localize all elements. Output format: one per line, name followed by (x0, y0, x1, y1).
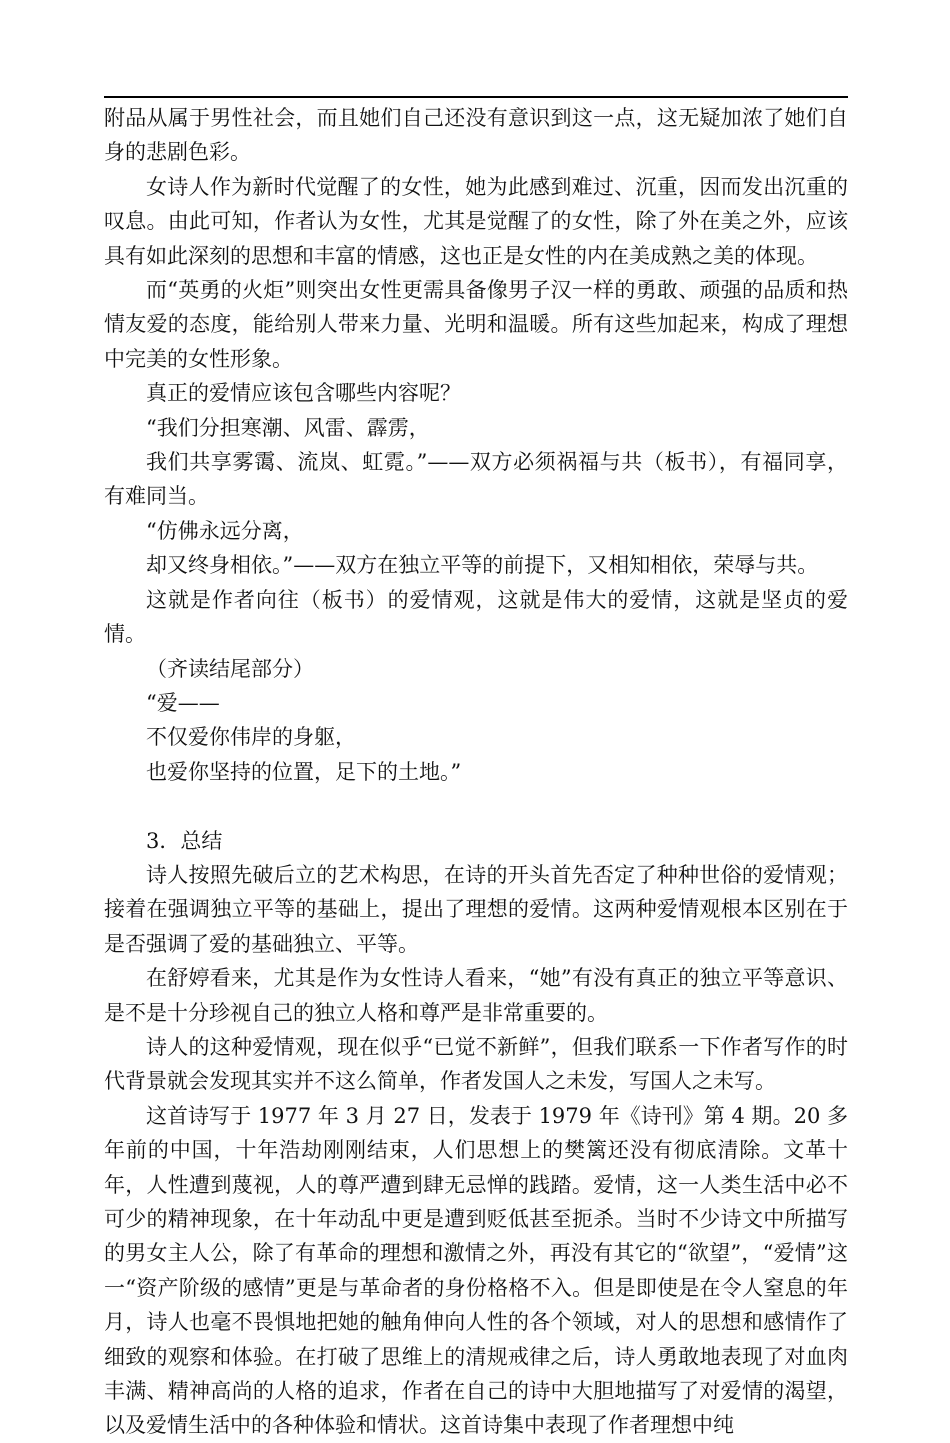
paragraph: 诗人的这种爱情观，现在似乎“已觉不新鲜”，但我们联系一下作者写作的时代背景就会发现其实并不这么简单，作者发国人之未发，写国人之未写。 (104, 1034, 848, 1094)
paragraph: 诗人按照先破后立的艺术构思，在诗的开头首先否定了种种世俗的爱情观；接着在强调独立平等的基础上，提出了理想的爱情。这两种爱情观根本区别在于是否强调了爱的基础独立、平等。 (104, 862, 848, 956)
poem-line: 也爱你坚持的位置，足下的土地。” (146, 759, 462, 784)
poem-line: “爱—— (146, 690, 220, 715)
header-rule (104, 96, 848, 98)
section-heading: 3．总结 (146, 828, 223, 853)
blank-line (104, 789, 848, 823)
poem-line: 却又终身相依。”——双方在独立平等的前提下，又相知相依，荣辱与共。 (146, 553, 819, 578)
paragraph: 附品从属于男性社会，而且她们自己还没有意识到这一点，这无疑加浓了她们自身的悲剧色彩。 (104, 106, 848, 165)
paragraph: 这首诗写于 1977 年 3 月 27 日，发表于 1979 年《诗刊》第 4 期。20 多年前的中国，十年浩劫刚刚结束，人们思想上的樊篱还没有彻底清除。文革十年，人性遭到蔑视，人的尊严遭到肆无忌惮的践踏。爱情，这一人类生活中必不可少的精神现象，在十年动乱中更是遭到贬低甚至扼杀。当时不少诗文中所描写的男女主人公，除了有革命的理想和激情之外，再没有其它的“欲望”，“爱情”这一“资产阶级的感情”更是与革命者的身份格格不入。但是即使是在令人窒息的年月，诗人也毫不畏惧地把她的触角伸向人性的各个领域，对人的思想和感情作了细致的观察和体验。在打破了思维上的清规戒律之后，诗人勇敢地表现了对血肉丰满、精神高尚的人格的追求，作者在自己的诗中大胆地描写了对爱情的渴望，以及爱情生活中的各种体验和情状。这首诗集中表现了作者理想中纯 (104, 1103, 848, 1438)
poem-line: “我们分担寒潮、风雷、霹雳， (146, 415, 430, 440)
poem-line: 我们共享雾霭、流岚、虹霓。”——双方必须祸福与共（板书），有福同享，有难同当。 (104, 450, 848, 509)
document-body (104, 101, 848, 1443)
paragraph: 真正的爱情应该包含哪些内容呢？ (146, 381, 461, 406)
paragraph: 在舒婷看来，尤其是作为女性诗人看来，“她”有没有真正的独立平等意识、是不是十分珍视自己的独立人格和尊严是非常重要的。 (104, 966, 848, 1025)
paragraph: 而“英勇的火炬”则突出女性更需具备像男子汉一样的勇敢、顽强的品质和热情友爱的态度，能给别人带来力量、光明和温暖。所有这些加起来，构成了理想中完美的女性形象。 (104, 278, 848, 371)
paragraph: （齐读结尾部分） (146, 656, 314, 681)
poem-line: 不仅爱你伟岸的身躯， (146, 725, 356, 750)
paragraph: 女诗人作为新时代觉醒了的女性，她为此感到难过、沉重，因而发出沉重的叹息。由此可知，作者认为女性，尤其是觉醒了的女性，除了外在美之外，应该具有如此深刻的思想和丰富的情感，这也正是女性的内在美成熟之美的体现。 (104, 174, 848, 268)
poem-line: “仿佛永远分离， (146, 518, 304, 543)
paragraph: 这就是作者向往（板书）的爱情观，这就是伟大的爱情，这就是坚贞的爱情。 (104, 587, 848, 647)
